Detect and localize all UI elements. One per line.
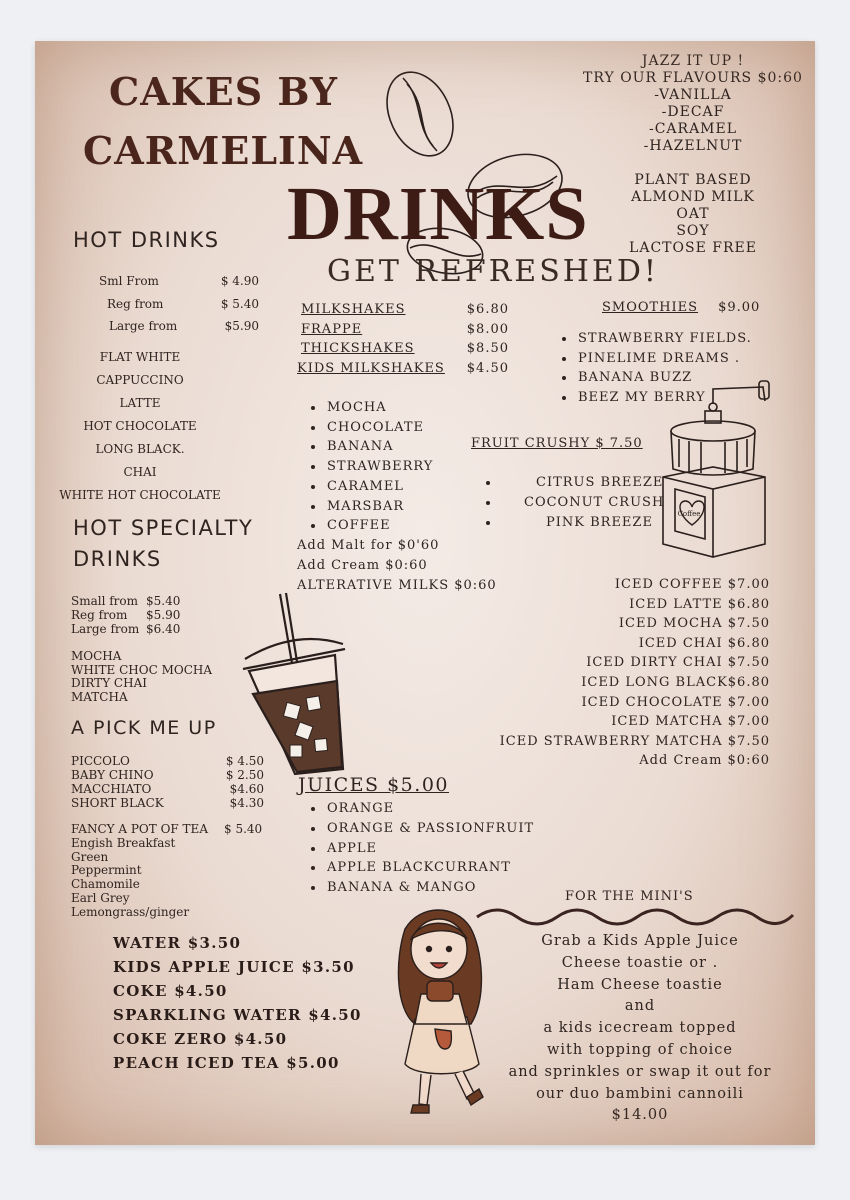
minis-heading: FOR THE MINI'S [565,889,694,904]
size-label: Reg from [71,608,128,622]
size-price: $6.40 [146,622,181,636]
size-row [99,293,259,316]
specialty-sizes [71,594,180,636]
item-price: $4.60 [229,782,264,796]
size-row [99,315,259,338]
list-item: DIRTY CHAI [71,676,147,691]
juices-list [298,799,534,898]
list-item: LONG BLACK. [95,442,185,456]
list-item: LATTE [119,396,161,410]
list-item: CHAI [123,465,157,479]
plant-line: OAT [676,206,710,222]
size-price: $5.90 [224,319,259,333]
item-label: PICCOLO [71,754,130,768]
size-label: Sml From [99,274,159,288]
wavy-divider [475,901,795,931]
price-row [297,300,509,320]
size-price: $5.90 [146,608,181,622]
flavours-block [580,53,806,257]
size-label: Reg from [107,296,164,311]
sprinkle-decoration [535,873,545,883]
offer-line: a kids icecream topped [543,1020,737,1037]
juices-heading [298,774,449,796]
size-label: Large from [109,319,178,333]
size-row [71,622,180,636]
list-item: CAPPUCCINO [96,373,184,387]
item-price: $4.30 [229,796,264,810]
plant-line: LACTOSE FREE [629,240,757,256]
flavour-line: -DECAF [661,104,725,120]
brand-line-2: CARMELINA [83,128,364,173]
list-item [71,754,264,768]
smoothies-label: SMOOTHIES [602,300,699,315]
offer-line: Cheese toastie or . [561,954,719,971]
iced-list [455,575,770,771]
list-item: • PINK BREEZE [500,513,664,533]
list-item: WHITE HOT CHOCOLATE [59,488,221,502]
list-item: • ORANGE & PASSIONFRUIT [325,819,534,839]
fruit-crushy-heading [471,436,643,451]
list-item: Engish Breakfast [71,835,176,850]
offer-line: Ham Cheese toastie [557,976,723,993]
list-item: WATER $3.50 [113,934,242,952]
crushy-list [479,473,664,533]
offer-line: and sprinkles or swap it out for [508,1063,772,1080]
specialty-list [71,650,212,705]
size-row [71,594,180,608]
smoothies-price: $9.00 [718,300,761,315]
offer-line: Grab a Kids Apple Juice [541,933,739,949]
heading-line: HOT SPECIALTY [73,516,254,540]
iced-drink-illustration [235,589,355,779]
list-item: HOT CHOCOLATE [83,419,197,433]
list-item: • BANANA & MANGO [325,878,534,898]
shake-flavours [298,398,433,536]
pick-me-up-heading: A PICK ME UP [71,717,217,739]
plant-line: ALMOND MILK [631,189,755,205]
item-label: MACCHIATO [71,782,152,796]
plant-line: SOY [676,223,710,239]
size-label: Large from [71,622,140,636]
list-item: FLAT WHITE [99,350,181,364]
list-item: • BEEZ MY BERRY [576,388,752,408]
item-label: KIDS MILKSHAKES [297,360,445,376]
list-item: • BANANA [325,437,433,457]
list-item: ICED LONG BLACK$6.80 [581,674,770,690]
list-item: • COFFEE [325,516,433,536]
list-item: PEACH ICED TEA $5.00 [113,1054,340,1072]
list-item: KIDS APPLE JUICE $3.50 [113,958,355,976]
list-item: Lemongrass/ginger [71,904,190,919]
size-price: $ 5.40 [220,296,259,311]
size-label: Small from [71,594,139,608]
list-item: Chamomile [71,877,140,892]
offer-line: and [624,998,656,1015]
list-item: • PINELIME DREAMS . [576,349,752,369]
item-label: SHORT BLACK [71,796,164,810]
list-item: • BANANA BUZZ [576,368,752,388]
list-item [71,796,264,810]
hot-drinks-heading: HOT DRINKS [73,228,220,252]
item-label: FRAPPE [301,321,363,337]
flavour-line: -VANILLA [654,87,732,103]
offer-line: with topping of choice [546,1041,734,1058]
flavour-line: -HAZELNUT [643,138,743,154]
tea-label: FANCY A POT OF TEA [71,822,208,836]
pick-me-up-list [71,754,264,810]
item-label: BABY CHINO [71,768,154,782]
list-item: WHITE CHOC MOCHA [71,662,213,677]
tea-list [71,823,262,920]
list-item: • MARSBAR [325,497,433,517]
brand-line-1: CAKES BY [109,69,338,114]
list-item: ICED COFFEE $7.00 [614,577,770,592]
list-item: • CHOCOLATE [325,418,433,438]
flavour-line: TRY OUR FLAVOURS $0:60 [583,70,803,86]
item-label: MILKSHAKES [301,302,406,317]
price-row [297,339,509,359]
list-item: ICED MATCHA $7.00 [611,714,770,730]
hot-drinks-list [50,346,230,507]
menu-page [35,41,815,1145]
list-item: SPARKLING WATER $4.50 [113,1006,362,1024]
heading-line: DRINKS [73,547,162,571]
tea-price: $ 5.40 [224,822,263,836]
hot-drinks-sizes [99,270,259,338]
item-price: $ 2.50 [225,768,264,782]
extra-line: Add Cream $0:60 [297,558,428,573]
list-item: ICED LATTE $6.80 [629,596,770,612]
list-item: • APPLE BLACKCURRANT [325,858,534,878]
menu-subtitle: GET REFRESHED! [327,254,659,289]
list-item: MOCHA [71,649,122,663]
list-item: • CARAMEL [325,477,433,497]
offer-line: our duo bambini cannoili [536,1085,744,1102]
coffee-grinder-illustration [653,379,783,569]
list-item: COKE ZERO $4.50 [113,1030,288,1048]
item-price: $4.50 [466,360,509,376]
item-price: $8.00 [466,321,509,337]
extra-line: Add Malt for $0'60 [297,538,440,553]
list-item: Peppermint [71,863,142,878]
shakes-prices [297,300,509,378]
cold-drinks-list [113,931,362,1075]
size-row [71,608,180,622]
price-row [297,320,509,340]
list-item: • APPLE [325,839,534,859]
list-item: Green [71,849,109,864]
item-price: $ 4.50 [225,754,264,768]
list-item: • STRAWBERRY FIELDS. [576,329,752,349]
plant-line: PLANT BASED [634,172,752,188]
minis-offer [480,931,800,1127]
hot-specialty-heading [73,513,253,575]
list-item: ICED MOCHA $7.50 [618,616,770,632]
item-label: THICKSHAKES [301,341,415,356]
smoothies-heading [602,300,760,315]
list-item: ICED DIRTY CHAI $7.50 [586,655,770,671]
size-price: $ 4.90 [220,274,259,288]
offer-price: $14.00 [611,1107,669,1124]
list-item: COKE $4.50 [113,982,228,1000]
price-row [297,359,509,379]
list-item: Earl Grey [71,890,130,905]
size-price: $5.40 [146,594,181,608]
list-item: ICED CHOCOLATE $7.00 [581,694,770,710]
list-item [71,782,264,796]
list-item: ICED CHAI $6.80 [638,635,770,651]
list-item: ICED STRAWBERRY MATCHA $7.50 [499,733,770,749]
flavour-line: JAZZ IT UP ! [641,53,745,69]
tea-heading-row [71,823,262,837]
list-item: • STRAWBERRY [325,457,433,477]
item-price: $8.50 [466,341,509,356]
crushy-heading-label: FRUIT CRUSHY $ 7.50 [471,436,643,451]
flavour-line: -CARAMEL [648,121,738,137]
list-item: MATCHA [71,690,128,705]
list-item: • ORANGE [325,799,534,819]
grinder-label: Coffee [677,510,701,518]
list-item: • COCONUT CRUSH [500,493,664,513]
item-price: $6.80 [466,302,509,317]
list-item: • MOCHA [325,398,433,418]
list-item: Add Cream $0:60 [639,753,770,769]
size-row [99,270,259,293]
menu-title: DRINKS [287,172,589,256]
list-item [71,768,264,782]
extra-line: ALTERATIVE MILKS $0:60 [297,578,497,593]
list-item: • CITRUS BREEZE [500,473,664,493]
juices-heading-label: JUICES $5.00 [298,774,449,796]
